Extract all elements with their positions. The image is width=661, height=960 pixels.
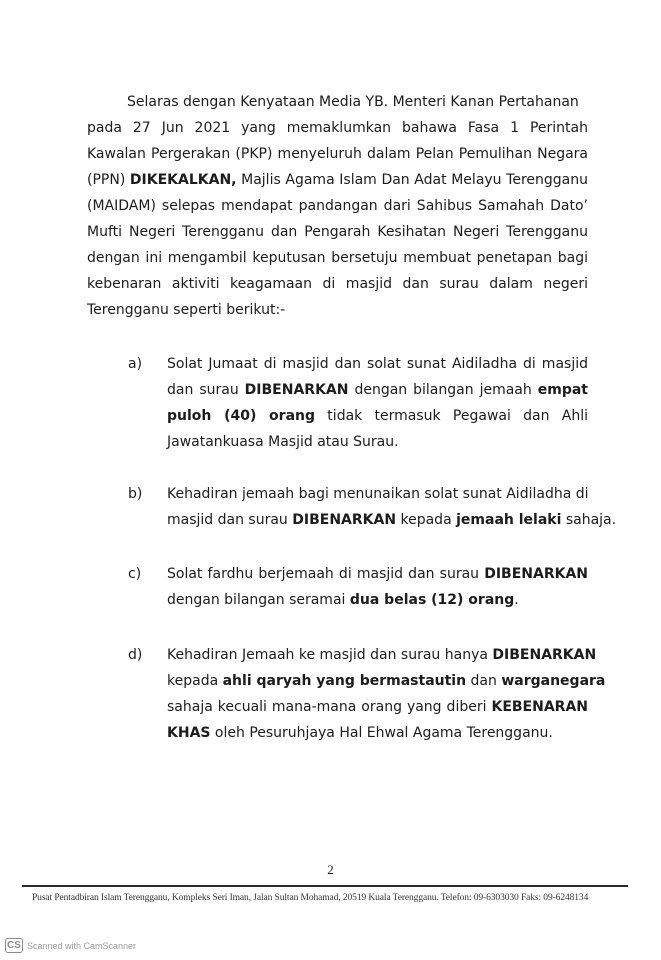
text-segment: Jawatankuasa Masjid atau Surau.: [167, 434, 399, 450]
item-line: [167, 723, 588, 743]
intro-line: [87, 118, 588, 138]
bold-text: puloh (40) orang: [167, 408, 316, 424]
bold-text: DIBENARKAN: [492, 647, 597, 663]
item-line: [167, 484, 588, 504]
item-line: [167, 590, 588, 610]
text-segment: dengan ini mengambil keputusan bersetuju membuat penetapan bagi: [87, 250, 588, 266]
text-segment: masjid dan surau: [167, 512, 293, 528]
text-segment: kepada: [167, 673, 223, 689]
item-line: [167, 432, 588, 452]
text-segment: kebenaran aktiviti keagamaan di masjid dan surau dalam negeri: [87, 276, 588, 292]
item-label: c): [128, 566, 142, 582]
intro-line: [87, 222, 588, 242]
text-segment: Kehadiran jemaah bagi menunaikan solat sunat Aidiladha di: [167, 486, 589, 502]
text-segment: Kawalan Pergerakan (PKP) menyeluruh dalam Pelan Pemulihan Negara: [87, 146, 588, 162]
item-line: [167, 671, 606, 691]
bold-text: DIBENARKAN: [484, 566, 588, 582]
bold-text: warganegara: [501, 673, 606, 689]
item-line: [167, 564, 588, 584]
footer-divider: [22, 885, 628, 887]
item-line: [167, 645, 597, 665]
bold-text: DIBENARKAN: [292, 512, 397, 528]
text-segment: kepada: [396, 512, 457, 528]
text-segment: (MAIDAM) selepas mendapat pandangan dari Sahibus Samahah Dato’: [87, 198, 588, 214]
bold-text: dua belas (12) orang: [349, 592, 515, 608]
text-segment: oleh Pesuruhjaya Hal Ehwal Agama Terengganu.: [210, 725, 553, 741]
text-segment: sahaja.: [561, 512, 617, 528]
item-line: [167, 354, 588, 374]
item-label: b): [128, 486, 143, 502]
text-segment: Terengganu seperti berikut:-: [87, 302, 286, 318]
intro-line: [87, 300, 588, 320]
intro-line: [87, 274, 588, 294]
intro-line: [87, 170, 588, 190]
bold-text: DIBENARKAN: [244, 382, 349, 398]
item-line: [167, 380, 588, 400]
camscanner-watermark: [5, 938, 136, 953]
intro-line: [87, 196, 588, 216]
footer-address: Pusat Pentadbiran Islam Terengganu, Kompleks Seri Iman, Jalan Sultan Mohamad, 20519 Kuala Terengganu. Telefon: 09-6303030 Faks: 09-6248134: [32, 893, 589, 903]
intro-line: [87, 144, 588, 164]
bold-text: DIKEKALKAN,: [129, 172, 237, 188]
text-segment: dengan bilangan seramai: [167, 592, 350, 608]
text-segment: (PPN): [87, 172, 130, 188]
item-line: [167, 697, 588, 717]
text-segment: tidak termasuk Pegawai dan Ahli: [315, 408, 588, 424]
camscanner-text: Scanned with CamScanner: [27, 940, 137, 951]
item-label: d): [128, 647, 143, 663]
text-segment: dengan bilangan jemaah: [348, 382, 538, 398]
item-line: [167, 510, 617, 530]
text-segment: Solat Jumaat di masjid dan solat sunat Aidiladha di masjid: [167, 356, 588, 372]
page-number: 2: [327, 862, 334, 877]
camscanner-logo-icon: CS: [5, 938, 23, 953]
text-segment: dan surau: [167, 382, 245, 398]
bold-text: KHAS: [167, 725, 211, 741]
text-segment: Selaras dengan Kenyataan Media YB. Menteri Kanan Pertahanan: [127, 94, 579, 110]
item-line: [167, 406, 588, 426]
bold-text: KEBENARAN: [491, 699, 588, 715]
intro-line: [87, 248, 588, 268]
text-segment: pada 27 Jun 2021 yang memaklumkan bahawa Fasa 1 Perintah: [87, 120, 588, 136]
bold-text: jemaah lelaki: [456, 512, 562, 528]
text-segment: .: [514, 592, 519, 608]
text-segment: Solat fardhu berjemaah di masjid dan surau: [167, 566, 485, 582]
text-segment: sahaja kecuali mana-mana orang yang diberi: [167, 699, 492, 715]
text-segment: Majlis Agama Islam Dan Adat Melayu Terengganu: [236, 172, 589, 188]
intro-line: [127, 92, 588, 112]
text-segment: Mufti Negeri Terengganu dan Pengarah Kesihatan Negeri Terengganu: [87, 224, 588, 240]
text-segment: dan: [466, 673, 502, 689]
bold-text: ahli qaryah yang bermastautin: [222, 673, 467, 689]
text-segment: Kehadiran Jemaah ke masjid dan surau hanya: [167, 647, 493, 663]
item-label: a): [128, 356, 143, 372]
bold-text: empat: [537, 382, 588, 398]
